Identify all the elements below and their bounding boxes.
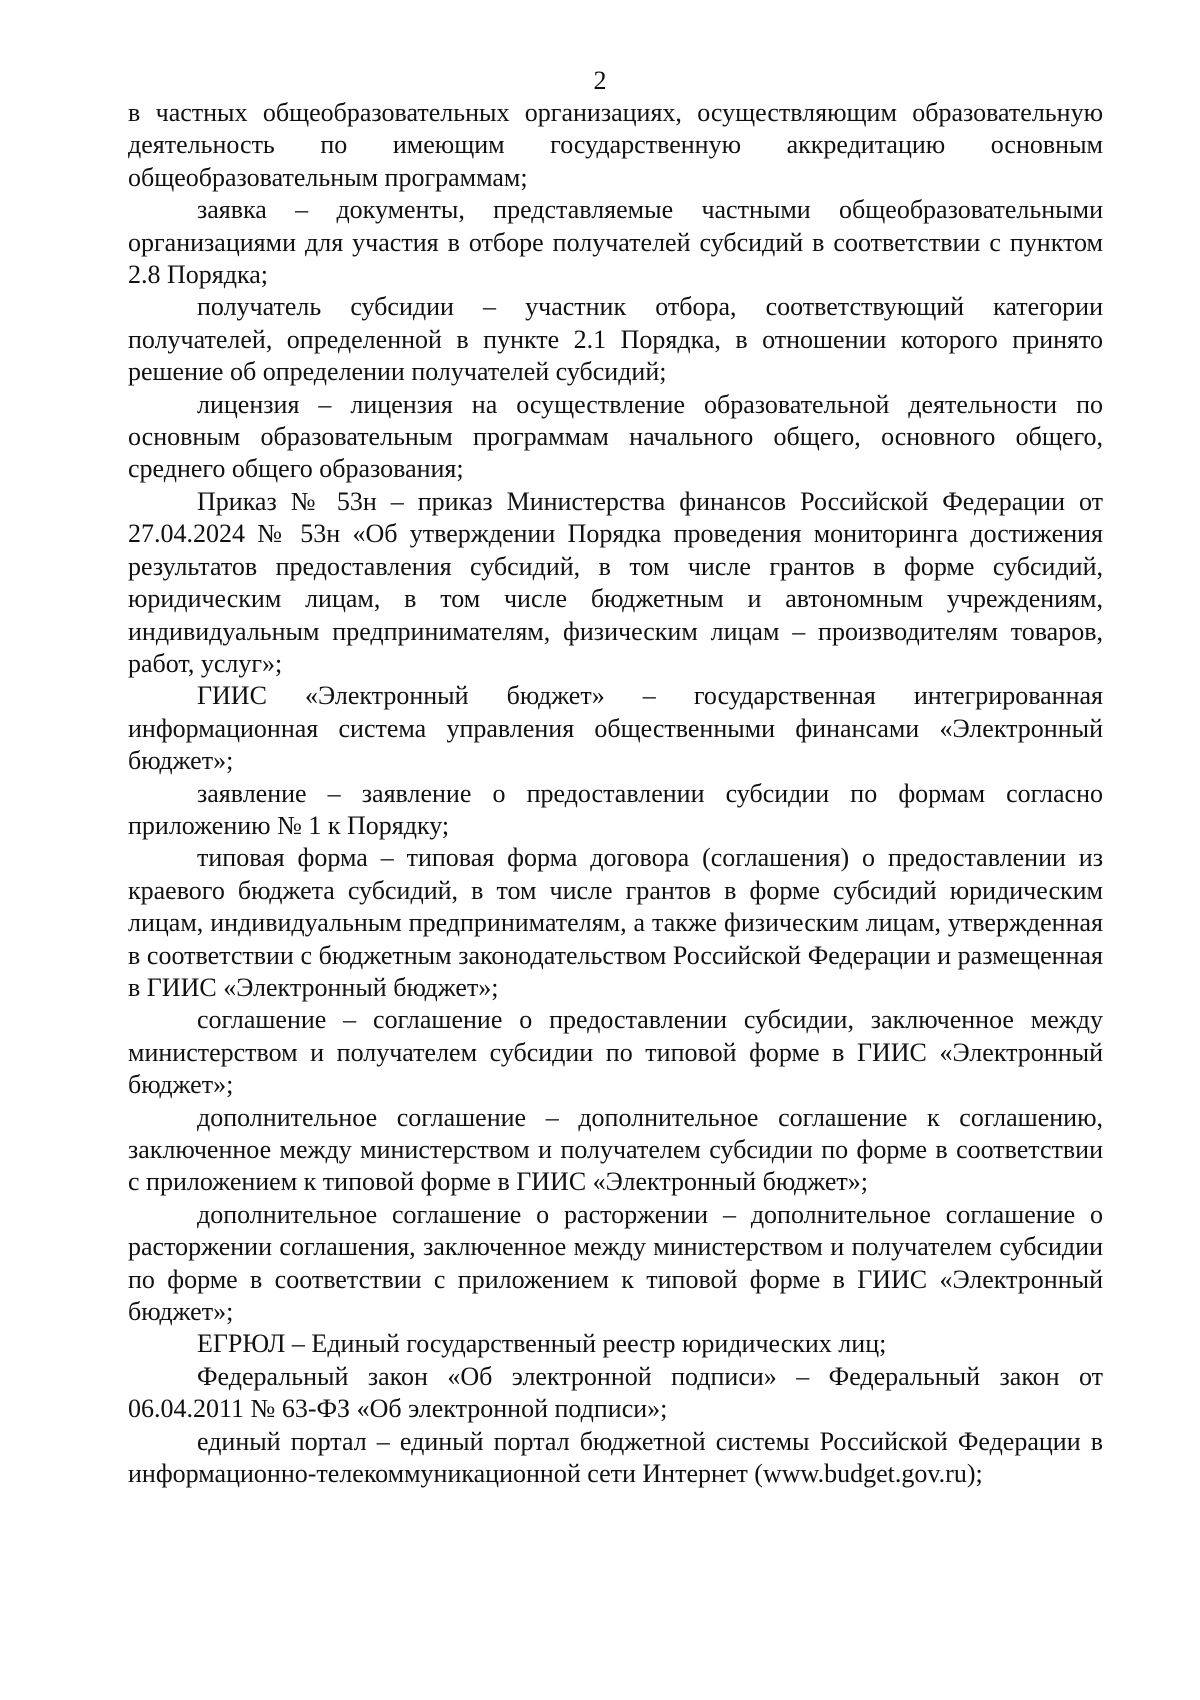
paragraph: лицензия – лицензия на осуществление образовательной деятельности по основным образовательным программам начального общего, основного общего, среднего общего образования; (128, 389, 1103, 484)
paragraph: Приказ № 53н – приказ Министерства финансов Российской Федерации от 27.04.2024 № 53н «Об утверждении Порядка проведения мониторинга достижения результатов предоставления субсидий, в том числе грантов в форме субсидий, юридическим лицам, в том числе бюджетным и автономным учреждениям, индивидуальным предпринимателям, физическим лицам – производителям товаров, работ, услуг»; (128, 486, 1103, 678)
paragraph: заявка – документы, представляемые частными общеобразовательными организациями для участия в отборе получателей субсидий в соответствии с пунктом 2.8 Порядка; (128, 195, 1103, 290)
paragraph: Федеральный закон «Об электронной подписи» – Федеральный закон от 06.04.2011 № 63-ФЗ «Об электронной подписи»; (128, 1361, 1103, 1424)
paragraph: заявление – заявление о предоставлении субсидии по формам согласно приложению № 1 к Порядку; (128, 778, 1103, 840)
paragraph: получатель субсидии – участник отбора, соответствующий категории получателей, определенной в пункте 2.1 Порядка, в отношении которого принято решение об определении получателей субсидий; (128, 292, 1103, 387)
paragraph: дополнительное соглашение – дополнительное соглашение к соглашению, заключенное между министерством и получателем субсидии по форме в соответствии с приложением к типовой форме в ГИИС «Электронный бюджет»; (128, 1102, 1103, 1197)
page-number: 2 (593, 66, 607, 95)
paragraph: в частных общеобразовательных организациях, осуществляющим образовательную деятельность по имеющим государственную аккредитацию основным общеобразовательным программам; (128, 98, 1103, 192)
document-body (128, 97, 1103, 1490)
paragraph: соглашение – соглашение о предоставлении субсидии, заключенное между министерством и получателем субсидии по типовой форме в ГИИС «Электронный бюджет»; (128, 1005, 1103, 1100)
paragraph: единый портал – единый портал бюджетной системы Российской Федерации в информационно-телекоммуникационной сети Интернет (www.budget.gov.ru); (128, 1426, 1103, 1489)
paragraph: ЕГРЮЛ – Единый государственный реестр юридических лиц; (197, 1329, 887, 1359)
paragraph: типовая форма – типовая форма договора (соглашения) о предоставлении из краевого бюджета субсидий, в том числе грантов в форме субсидий юридическим лицам, индивидуальным предпринимателям, а также физическим лицам, утвержденная в соответствии с бюджетным законодательством Российской Федерации и размещенная в ГИИС «Электронный бюджет»; (128, 843, 1103, 1002)
paragraph: дополнительное соглашение о расторжении – дополнительное соглашение о расторжении соглашения, заключенное между министерством и получателем субсидии по форме в соответствии с приложением к типовой форме в ГИИС «Электронный бюджет»; (128, 1199, 1103, 1327)
paragraph: ГИИС «Электронный бюджет» – государственная интегрированная информационная система управления общественными финансами «Электронный бюджет»; (128, 681, 1103, 776)
